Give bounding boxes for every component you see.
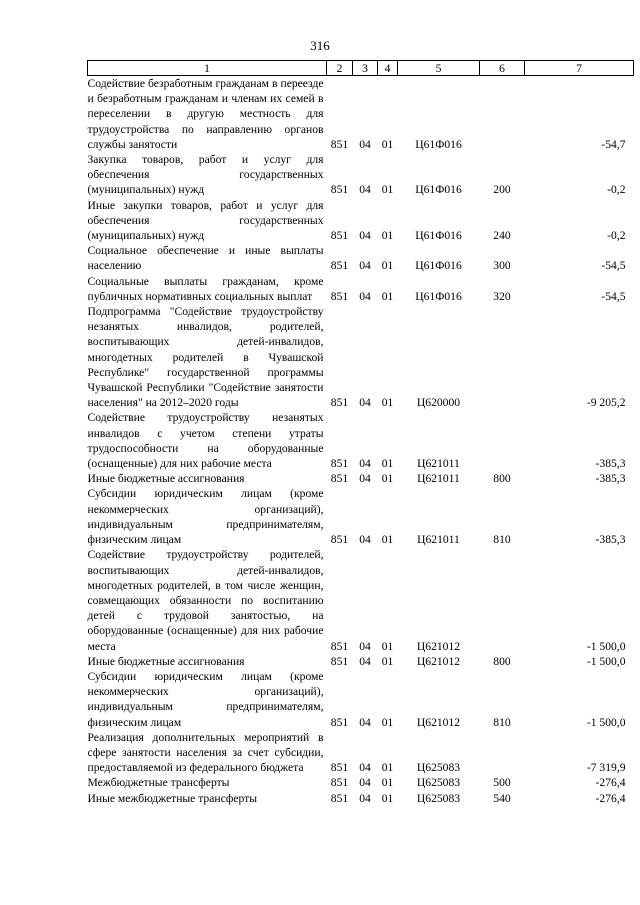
- row-section-code: 04: [359, 259, 371, 273]
- row-amount: -1 500,0: [586, 654, 626, 668]
- row-target-code: Ц61Ф016: [415, 183, 462, 197]
- row-subsection-code: 01: [381, 183, 394, 197]
- row-name: Иные бюджетные ассигнования: [87, 472, 245, 486]
- row-ministry-code: 851: [330, 791, 349, 805]
- row-expense-type: 320: [493, 289, 511, 303]
- row-name: Субсидии юридическим лицам (кроме некоммерческих организаций), индивидуальным предпринимателям, физическим лицам: [87, 487, 324, 547]
- table-row: [88, 775, 634, 790]
- row-target-code: Ц61Ф016: [415, 259, 462, 273]
- column-header-4: 4: [378, 61, 398, 76]
- row-expense-type: 800: [493, 654, 511, 668]
- row-amount: -1 500,0: [586, 639, 626, 653]
- row-section-code: 04: [359, 715, 371, 729]
- row-expense-type: [480, 547, 525, 653]
- row-target-code: Ц61Ф016: [415, 229, 462, 243]
- column-header-6: 6: [480, 61, 525, 76]
- table-row: [88, 274, 634, 304]
- table-row: [88, 547, 634, 653]
- row-amount: -385,3: [595, 457, 626, 471]
- row-section-code: 04: [359, 457, 371, 471]
- table-header: [88, 61, 634, 76]
- row-ministry-code: 851: [330, 137, 349, 151]
- table-row: [88, 471, 634, 486]
- page-number: 316: [310, 38, 330, 53]
- row-ministry-code: 851: [330, 472, 349, 486]
- row-expense-type: 300: [493, 259, 511, 273]
- column-header-5: 5: [398, 61, 480, 76]
- row-name: Содействие трудоустройству родителей, воспитывающих детей-инвалидов, многодетных родителей, в том числе женщин, совмещающих обязанности по воспитанию детей с трудовой занятостью, на оборудованные (оснащенные) для них рабочие места: [87, 548, 324, 653]
- row-name: Иные межбюджетные трансферты: [87, 791, 258, 805]
- row-ministry-code: 851: [330, 396, 349, 410]
- table-row: [88, 304, 634, 410]
- row-subsection-code: 01: [381, 137, 394, 151]
- row-expense-type: 800: [493, 472, 511, 486]
- table-row: [88, 198, 634, 244]
- row-target-code: Ц621011: [417, 533, 460, 547]
- row-name: Реализация дополнительных мероприятий в сфере занятости населения за счет субсидии, предоставляемой из федерального бюджета: [87, 730, 324, 775]
- row-name: Социальные выплаты гражданам, кроме публичных нормативных социальных выплат: [87, 274, 324, 303]
- row-expense-type: 810: [493, 715, 511, 729]
- row-target-code: Ц61Ф016: [415, 289, 462, 303]
- budget-table: [87, 60, 634, 806]
- row-name: Межбюджетные трансферты: [87, 776, 230, 790]
- row-subsection-code: 01: [381, 472, 394, 486]
- row-target-code: Ц621012: [416, 715, 461, 729]
- row-expense-type: [480, 304, 525, 410]
- row-amount: -54,5: [601, 259, 626, 273]
- row-name: Подпрограмма "Содействие трудоустройству незанятых инвалидов, родителей, воспитывающих детей-инвалидов, многодетных родителей в Чувашской Республике" государственной программы Чувашской Республики "Содействие занятости населения" на 2012–2020 годы: [87, 305, 324, 410]
- row-amount: -276,4: [595, 791, 626, 805]
- row-ministry-code: 851: [330, 654, 349, 668]
- row-subsection-code: 01: [381, 396, 394, 410]
- row-name: Содействие безработным гражданам в переезде и безработным гражданам и членам их семей в переселении в другую местность для трудоустройства по направлению органов службы занятости: [87, 77, 324, 151]
- row-ministry-code: 851: [330, 715, 349, 729]
- row-subsection-code: 01: [381, 457, 394, 471]
- row-expense-type: 240: [493, 229, 511, 243]
- row-name: Социальное обеспечение и иные выплаты населению: [87, 244, 324, 273]
- row-subsection-code: 01: [381, 776, 394, 790]
- row-subsection-code: 01: [381, 533, 394, 547]
- column-header-2: 2: [327, 61, 353, 76]
- row-target-code: Ц620000: [416, 396, 461, 410]
- row-target-code: Ц625083: [416, 761, 461, 775]
- row-expense-type: 500: [493, 776, 511, 790]
- table-row: [88, 76, 634, 153]
- row-amount: -276,4: [595, 776, 626, 790]
- row-ministry-code: 851: [330, 259, 349, 273]
- column-header-1: 1: [88, 61, 327, 76]
- row-subsection-code: 01: [381, 259, 394, 273]
- row-section-code: 04: [359, 183, 371, 197]
- table-row: [88, 730, 634, 776]
- row-subsection-code: 01: [381, 715, 394, 729]
- row-ministry-code: 851: [330, 229, 349, 243]
- row-ministry-code: 851: [330, 183, 349, 197]
- row-section-code: 04: [359, 533, 371, 547]
- row-name: Иные закупки товаров, работ и услуг для обеспечения государственных (муниципальных) нужд: [87, 198, 324, 243]
- row-amount: -385,3: [595, 533, 626, 547]
- row-target-code: Ц621011: [417, 457, 460, 471]
- row-amount: -385,3: [595, 472, 626, 486]
- row-amount: -54,5: [601, 289, 626, 303]
- table-row: [88, 410, 634, 471]
- row-subsection-code: 01: [381, 289, 394, 303]
- row-target-code: Ц621012: [416, 639, 461, 653]
- column-header-7: 7: [525, 61, 634, 76]
- row-target-code: Ц625083: [416, 791, 461, 805]
- row-expense-type: 810: [493, 533, 511, 547]
- row-section-code: 04: [359, 229, 371, 243]
- row-section-code: 04: [359, 396, 371, 410]
- table-row: [88, 669, 634, 730]
- row-amount: -1 500,0: [586, 715, 626, 729]
- row-section-code: 04: [359, 639, 371, 653]
- table-row: [88, 791, 634, 806]
- row-section-code: 04: [359, 137, 371, 151]
- row-name: Закупка товаров, работ и услуг для обеспечения государственных (муниципальных) нужд: [87, 153, 324, 197]
- row-amount: -0,2: [607, 183, 626, 197]
- row-expense-type: [480, 410, 525, 471]
- row-name: Иные бюджетные ассигнования: [87, 654, 245, 668]
- row-ministry-code: 851: [330, 761, 349, 775]
- row-name: Содействие трудоустройству незанятых инвалидов с учетом степени утраты трудоспособности на оборудованные (оснащенные) для них рабочие места: [87, 411, 324, 471]
- row-target-code: Ц621012: [416, 654, 461, 668]
- column-header-3: 3: [353, 61, 378, 76]
- row-subsection-code: 01: [381, 229, 394, 243]
- table-row: [88, 486, 634, 547]
- row-ministry-code: 851: [330, 639, 349, 653]
- row-ministry-code: 851: [330, 533, 349, 547]
- row-section-code: 04: [359, 761, 371, 775]
- row-subsection-code: 01: [381, 761, 394, 775]
- row-ministry-code: 851: [330, 457, 349, 471]
- row-expense-type: 540: [493, 791, 511, 805]
- row-name: Субсидии юридическим лицам (кроме некоммерческих организаций), индивидуальным предпринимателям, физическим лицам: [87, 669, 324, 729]
- row-section-code: 04: [359, 472, 371, 486]
- row-section-code: 04: [359, 776, 371, 790]
- row-section-code: 04: [359, 289, 371, 303]
- row-expense-type: [480, 76, 525, 153]
- row-target-code: Ц621011: [417, 472, 460, 486]
- row-amount: -54,7: [601, 137, 626, 151]
- row-subsection-code: 01: [381, 639, 394, 653]
- table-row: [88, 243, 634, 273]
- row-target-code: Ц625083: [416, 776, 461, 790]
- row-section-code: 04: [359, 791, 371, 805]
- table-body: [88, 76, 634, 806]
- row-subsection-code: 01: [381, 654, 394, 668]
- table-row: [88, 654, 634, 669]
- row-expense-type: 200: [493, 183, 511, 197]
- row-amount: -0,2: [607, 229, 626, 243]
- row-amount: -9 205,2: [586, 396, 626, 410]
- row-section-code: 04: [359, 654, 371, 668]
- row-target-code: Ц61Ф016: [415, 137, 462, 151]
- row-ministry-code: 851: [330, 776, 349, 790]
- table-row: [88, 152, 634, 198]
- row-expense-type: [480, 730, 525, 776]
- row-subsection-code: 01: [381, 791, 394, 805]
- row-amount: -7 319,9: [586, 761, 626, 775]
- row-ministry-code: 851: [330, 289, 349, 303]
